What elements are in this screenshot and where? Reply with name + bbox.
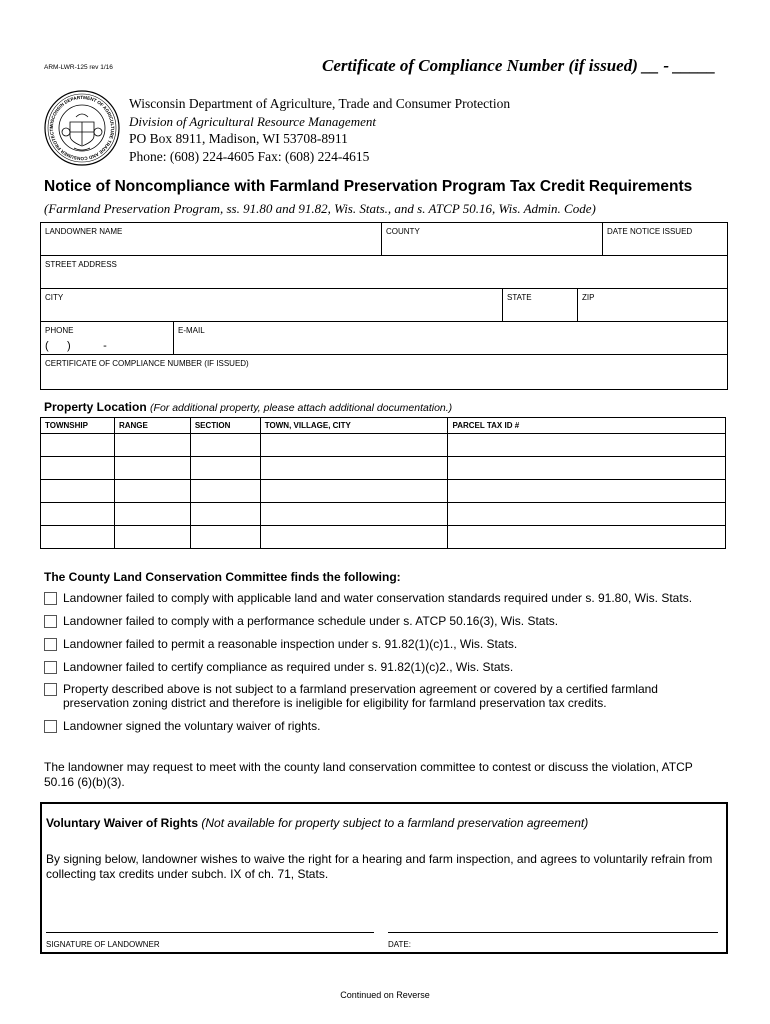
town-cell[interactable]: [260, 526, 448, 549]
finding-label: Landowner failed to comply with a performance schedule under s. ATCP 50.16(3), Wis. Stats.: [63, 614, 559, 628]
finding-inspection: [44, 637, 734, 651]
property-table-header: [41, 418, 726, 434]
cert-number-header: Certificate of Compliance Number (if issued) __ - _____: [322, 56, 716, 75]
finding-schedule: [44, 614, 734, 628]
date-notice-field[interactable]: [603, 223, 725, 255]
agency-division: Division of Agricultural Resource Management: [129, 113, 376, 129]
range-cell[interactable]: [114, 503, 190, 526]
table-row: [41, 526, 726, 549]
row-cert: [41, 355, 727, 390]
email-label: E-MAIL: [178, 326, 205, 335]
parcel-cell[interactable]: [448, 434, 726, 457]
waiver-heading: [46, 816, 588, 830]
agency-name: Wisconsin Department of Agriculture, Trade and Consumer Protection: [129, 96, 511, 111]
committee-heading: The County Land Conservation Committee finds the following:: [44, 570, 401, 584]
state-label: STATE: [507, 293, 532, 302]
landowner-name-label: LANDOWNER NAME: [45, 227, 123, 236]
town-cell[interactable]: [260, 480, 448, 503]
cert-number-field[interactable]: [41, 355, 725, 389]
phone-label: PHONE: [45, 326, 74, 335]
table-row: [41, 434, 726, 457]
phone-field[interactable]: [41, 322, 174, 354]
cert-number-label: CERTIFICATE OF COMPLIANCE NUMBER (IF ISSUED): [45, 359, 249, 368]
finding-standards: [44, 591, 734, 605]
header-section: SECTION: [190, 418, 260, 434]
range-cell[interactable]: [114, 526, 190, 549]
header-parcel: PARCEL TAX ID #: [448, 418, 726, 434]
township-cell[interactable]: [41, 434, 115, 457]
range-cell[interactable]: [114, 434, 190, 457]
request-text: The landowner may request to meet with the county land conservation committee to contest or discuss the violation, ATCP 50.16 (6)(b)(3).: [44, 760, 693, 789]
parcel-cell[interactable]: [448, 457, 726, 480]
finding-waiver: [44, 719, 734, 733]
checkbox[interactable]: [44, 720, 57, 733]
county-label: COUNTY: [386, 227, 420, 236]
property-label: Property Location: [44, 400, 147, 414]
finding-ineligible: [44, 682, 694, 710]
street-address-label: STREET ADDRESS: [45, 260, 117, 269]
section-cell[interactable]: [190, 526, 260, 549]
checkbox[interactable]: [44, 661, 57, 674]
svg-text:WISCONSIN DEPARTMENT OF AGRICU: [44, 90, 115, 161]
town-cell[interactable]: [260, 434, 448, 457]
landowner-name-field[interactable]: [41, 223, 382, 255]
finding-certify: [44, 660, 734, 674]
section-cell[interactable]: [190, 457, 260, 480]
township-cell[interactable]: [41, 526, 115, 549]
property-table: [40, 417, 726, 549]
zip-field[interactable]: [578, 289, 725, 321]
continued-footer: Continued on Reverse: [340, 990, 430, 1000]
header-range: RANGE: [114, 418, 190, 434]
agency-address: PO Box 8911, Madison, WI 53708-8911: [129, 131, 348, 146]
table-row: [41, 503, 726, 526]
date-notice-label: DATE NOTICE ISSUED: [607, 227, 693, 236]
state-seal-icon: [44, 90, 120, 166]
seal-text: WISCONSIN DEPARTMENT OF AGRICULTURE TRADE AND CONSUMER PROTECTI: [48, 94, 116, 162]
waiver-body: By signing below, landowner wishes to waive the right for a hearing and farm inspection, and agrees to voluntarily refrain from collecting tax credits under subch. IX of ch. 71, Stats.: [46, 852, 713, 881]
property-location-heading: [44, 400, 452, 414]
page-title: Notice of Noncompliance with Farmland Preservation Program Tax Credit Requirements: [44, 178, 693, 195]
checkbox[interactable]: [44, 592, 57, 605]
checkbox[interactable]: [44, 638, 57, 651]
row-phone: [41, 322, 727, 355]
parcel-cell[interactable]: [448, 526, 726, 549]
city-label: CITY: [45, 293, 64, 302]
property-note: (For additional property, please attach additional documentation.): [150, 402, 453, 414]
header-township: TOWNSHIP: [41, 418, 115, 434]
waiver-box: [40, 802, 728, 954]
section-cell[interactable]: [190, 503, 260, 526]
section-cell[interactable]: [190, 480, 260, 503]
town-cell[interactable]: [260, 503, 448, 526]
header-town: TOWN, VILLAGE, CITY: [260, 418, 448, 434]
agency-phone: Phone: (608) 224-4605 Fax: (608) 224-4615: [129, 148, 370, 164]
city-field[interactable]: [41, 289, 503, 321]
finding-label: Property described above is not subject to a farmland preservation agreement or covered by a certified farmland preservation zoning district and therefore is ineligible for eligibility for farmland preservation tax credits.: [63, 682, 658, 710]
parcel-cell[interactable]: [448, 503, 726, 526]
finding-label: Landowner failed to permit a reasonable inspection under s. 91.82(1)(c)1., Wis. Stats.: [63, 637, 518, 651]
street-address-field[interactable]: [41, 256, 725, 288]
date-line[interactable]: [388, 932, 718, 933]
row-city: [41, 289, 727, 322]
waiver-note: (Not available for property subject to a farmland preservation agreement): [201, 816, 589, 830]
form-code: ARM-LWR-125 rev 1/16: [44, 64, 113, 71]
signature-line[interactable]: [46, 932, 374, 933]
range-cell[interactable]: [114, 457, 190, 480]
town-cell[interactable]: [260, 457, 448, 480]
range-cell[interactable]: [114, 480, 190, 503]
row-name-county: [41, 223, 727, 256]
township-cell[interactable]: [41, 480, 115, 503]
table-row: [41, 457, 726, 480]
finding-label: Landowner failed to comply with applicable land and water conservation standards required under s. 91.80, Wis. Stats.: [63, 591, 693, 605]
state-field[interactable]: [503, 289, 578, 321]
checkbox[interactable]: [44, 615, 57, 628]
row-street: [41, 256, 727, 289]
landowner-info-grid: [40, 222, 728, 390]
table-row: [41, 480, 726, 503]
finding-label: Landowner signed the voluntary waiver of rights.: [63, 719, 321, 733]
zip-label: ZIP: [582, 293, 595, 302]
township-cell[interactable]: [41, 503, 115, 526]
agency-block: [129, 95, 510, 165]
township-cell[interactable]: [41, 457, 115, 480]
waiver-title: Voluntary Waiver of Rights: [46, 816, 199, 830]
section-cell[interactable]: [190, 434, 260, 457]
email-field[interactable]: [174, 322, 725, 354]
phone-format: ( ) -: [45, 340, 108, 352]
finding-label: Landowner failed to certify compliance as required under s. 91.82(1)(c)2., Wis. Stats.: [63, 660, 514, 674]
page-subtitle: (Farmland Preservation Program, ss. 91.80 and 91.82, Wis. Stats., and s. ATCP 50.16, Wis. Admin. Code): [44, 201, 596, 216]
date-label: DATE:: [388, 940, 411, 949]
checkbox[interactable]: [44, 683, 57, 696]
signature-label: SIGNATURE OF LANDOWNER: [46, 940, 160, 949]
county-field[interactable]: [382, 223, 603, 255]
parcel-cell[interactable]: [448, 480, 726, 503]
